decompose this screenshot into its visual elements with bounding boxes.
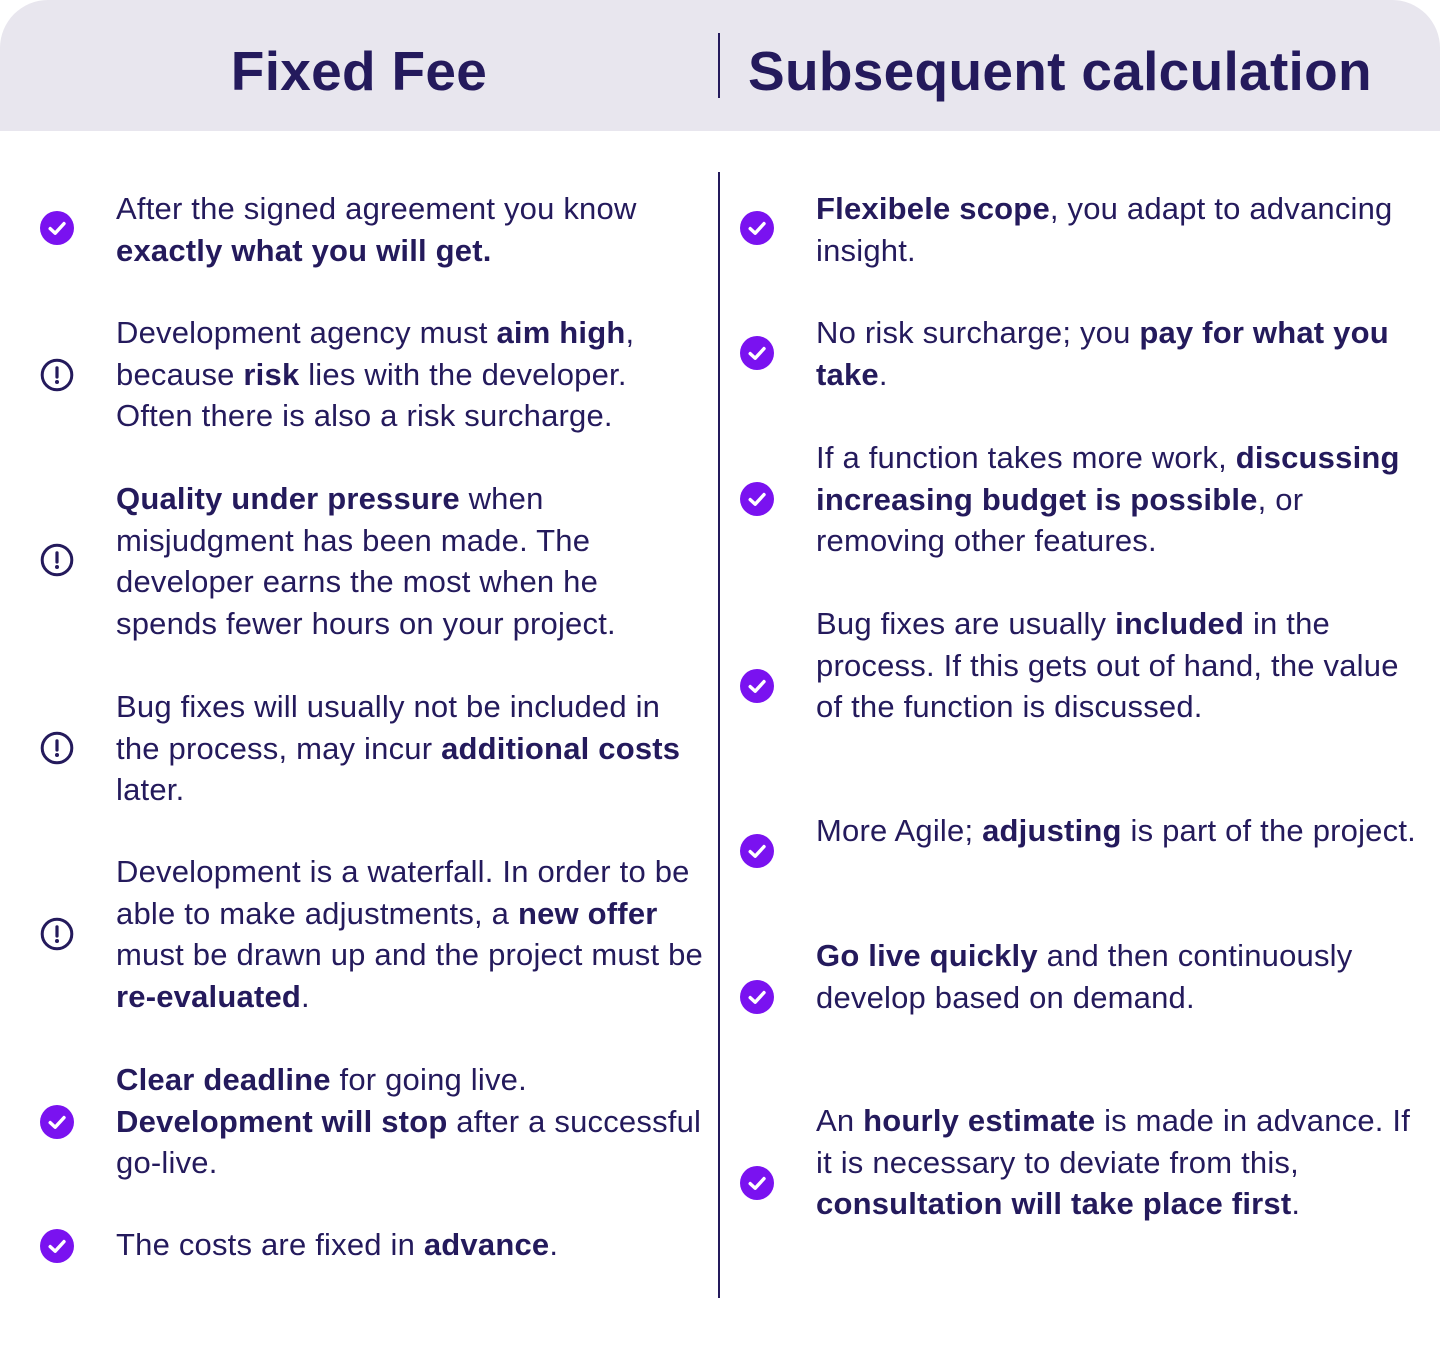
warning-icon bbox=[40, 543, 74, 577]
subsequent-item-text bbox=[816, 437, 1416, 562]
body-text: Bug fixes will usually not be included in the process, may incur bbox=[116, 689, 661, 766]
subsequent-item bbox=[816, 810, 1416, 852]
warning-icon bbox=[40, 917, 74, 951]
subsequent-item bbox=[816, 935, 1416, 1018]
body-text: If a function takes more work, bbox=[816, 440, 1236, 475]
check-icon bbox=[740, 211, 774, 245]
subsequent-calculation-title: Subsequent calculation bbox=[748, 40, 1372, 102]
body-text: An bbox=[816, 1103, 864, 1138]
subsequent-item bbox=[816, 188, 1416, 271]
fixed-fee-item bbox=[116, 1224, 706, 1266]
emphasis-text: pay for what you take bbox=[816, 315, 1389, 392]
subsequent-item-text bbox=[816, 312, 1416, 395]
check-icon bbox=[40, 1229, 74, 1263]
subsequent-item-text bbox=[816, 603, 1416, 728]
body-text: and then continuously develop based on demand. bbox=[816, 938, 1353, 1015]
emphasis-text: Clear deadline bbox=[116, 1062, 331, 1097]
fixed-fee-item-text bbox=[116, 1224, 706, 1266]
check-icon bbox=[740, 669, 774, 703]
body-text: after a successful go-live. bbox=[116, 1103, 702, 1180]
emphasis-text: consultation will take place first bbox=[816, 1186, 1292, 1221]
check-icon bbox=[740, 336, 774, 370]
emphasis-text: new offer bbox=[517, 895, 658, 931]
warning-icon bbox=[40, 731, 74, 765]
body-text: After the signed agreement you know bbox=[116, 191, 637, 226]
emphasis-text: additional costs bbox=[441, 730, 681, 766]
column-divider bbox=[718, 172, 720, 1298]
comparison-header bbox=[0, 0, 1440, 131]
subsequent-item-text bbox=[816, 188, 1416, 271]
body-text: Development agency must bbox=[116, 315, 497, 350]
emphasis-text: discussing increasing budget is possible bbox=[816, 440, 1400, 517]
subsequent-item bbox=[816, 312, 1416, 395]
fixed-fee-item-text bbox=[116, 686, 706, 811]
body-text: is made in advance. If it is necessary to deviate from this, bbox=[816, 1103, 1411, 1180]
check-icon bbox=[740, 482, 774, 516]
emphasis-text: included bbox=[1115, 606, 1245, 641]
body-text: , or removing other features. bbox=[816, 481, 1304, 558]
check-icon bbox=[40, 1105, 74, 1139]
body-text: No risk surcharge; you bbox=[816, 315, 1140, 350]
subsequent-item bbox=[816, 1100, 1416, 1225]
fixed-fee-item bbox=[116, 478, 706, 644]
emphasis-text: Development will stop bbox=[116, 1103, 448, 1139]
emphasis-text: adjusting bbox=[982, 813, 1122, 848]
subsequent-item bbox=[816, 603, 1416, 728]
fixed-fee-item-text bbox=[116, 478, 706, 644]
emphasis-text: hourly estimate bbox=[863, 1103, 1096, 1138]
subsequent-item-text bbox=[816, 810, 1416, 852]
fixed-fee-item-text bbox=[116, 188, 706, 271]
body-text: The costs are fixed in bbox=[116, 1227, 424, 1262]
emphasis-text: advance bbox=[423, 1227, 550, 1262]
emphasis-text: Flexibele scope bbox=[816, 191, 1050, 226]
body-text: . bbox=[549, 1227, 559, 1262]
warning-icon bbox=[40, 358, 74, 392]
emphasis-text: aim high bbox=[496, 315, 626, 350]
fixed-fee-title: Fixed Fee bbox=[230, 40, 488, 102]
fixed-fee-item bbox=[116, 851, 706, 1017]
body-text: . bbox=[301, 978, 310, 1014]
body-text: . bbox=[878, 356, 888, 392]
body-text: for going live. bbox=[330, 1062, 527, 1097]
body-text: , because bbox=[116, 315, 635, 392]
body-text: Development is a waterfall. In order to be able to make adjustments, a bbox=[116, 854, 690, 931]
emphasis-text: risk bbox=[243, 356, 300, 392]
body-text: lies with the developer. Often there is also a risk surcharge. bbox=[116, 356, 627, 433]
fixed-fee-item-text bbox=[116, 1059, 706, 1184]
subsequent-item-text bbox=[816, 1100, 1416, 1225]
body-text: . bbox=[1291, 1186, 1301, 1221]
body-text: Bug fixes are usually bbox=[816, 606, 1116, 641]
emphasis-text: Go live quickly bbox=[816, 938, 1038, 973]
emphasis-text: exactly what you will get. bbox=[116, 232, 492, 268]
fixed-fee-item bbox=[116, 188, 706, 271]
fixed-fee-item bbox=[116, 312, 706, 437]
body-text: later. bbox=[116, 772, 185, 807]
check-icon bbox=[740, 1166, 774, 1200]
body-text: must be drawn up and the project must be bbox=[116, 937, 703, 972]
body-text: , you adapt to advancing insight. bbox=[816, 191, 1393, 268]
emphasis-text: re-evaluated bbox=[116, 978, 302, 1014]
emphasis-text: Quality under pressure bbox=[116, 481, 460, 516]
check-icon bbox=[740, 834, 774, 868]
header-divider bbox=[718, 33, 720, 98]
body-text: is part of the project. bbox=[1121, 813, 1416, 848]
check-icon bbox=[40, 211, 74, 245]
subsequent-item bbox=[816, 437, 1416, 562]
body-text: More Agile; bbox=[816, 813, 983, 848]
fixed-fee-item bbox=[116, 686, 706, 811]
check-icon bbox=[740, 980, 774, 1014]
subsequent-item-text bbox=[816, 935, 1416, 1018]
body-text: in the process. If this gets out of hand, the value of the function is discussed. bbox=[816, 606, 1399, 724]
body-text: when misjudgment has been made. The developer earns the most when he spends fewer hours on your project. bbox=[116, 481, 616, 641]
fixed-fee-item-text bbox=[116, 851, 706, 1017]
fixed-fee-item-text bbox=[116, 312, 706, 437]
fixed-fee-item bbox=[116, 1059, 706, 1184]
